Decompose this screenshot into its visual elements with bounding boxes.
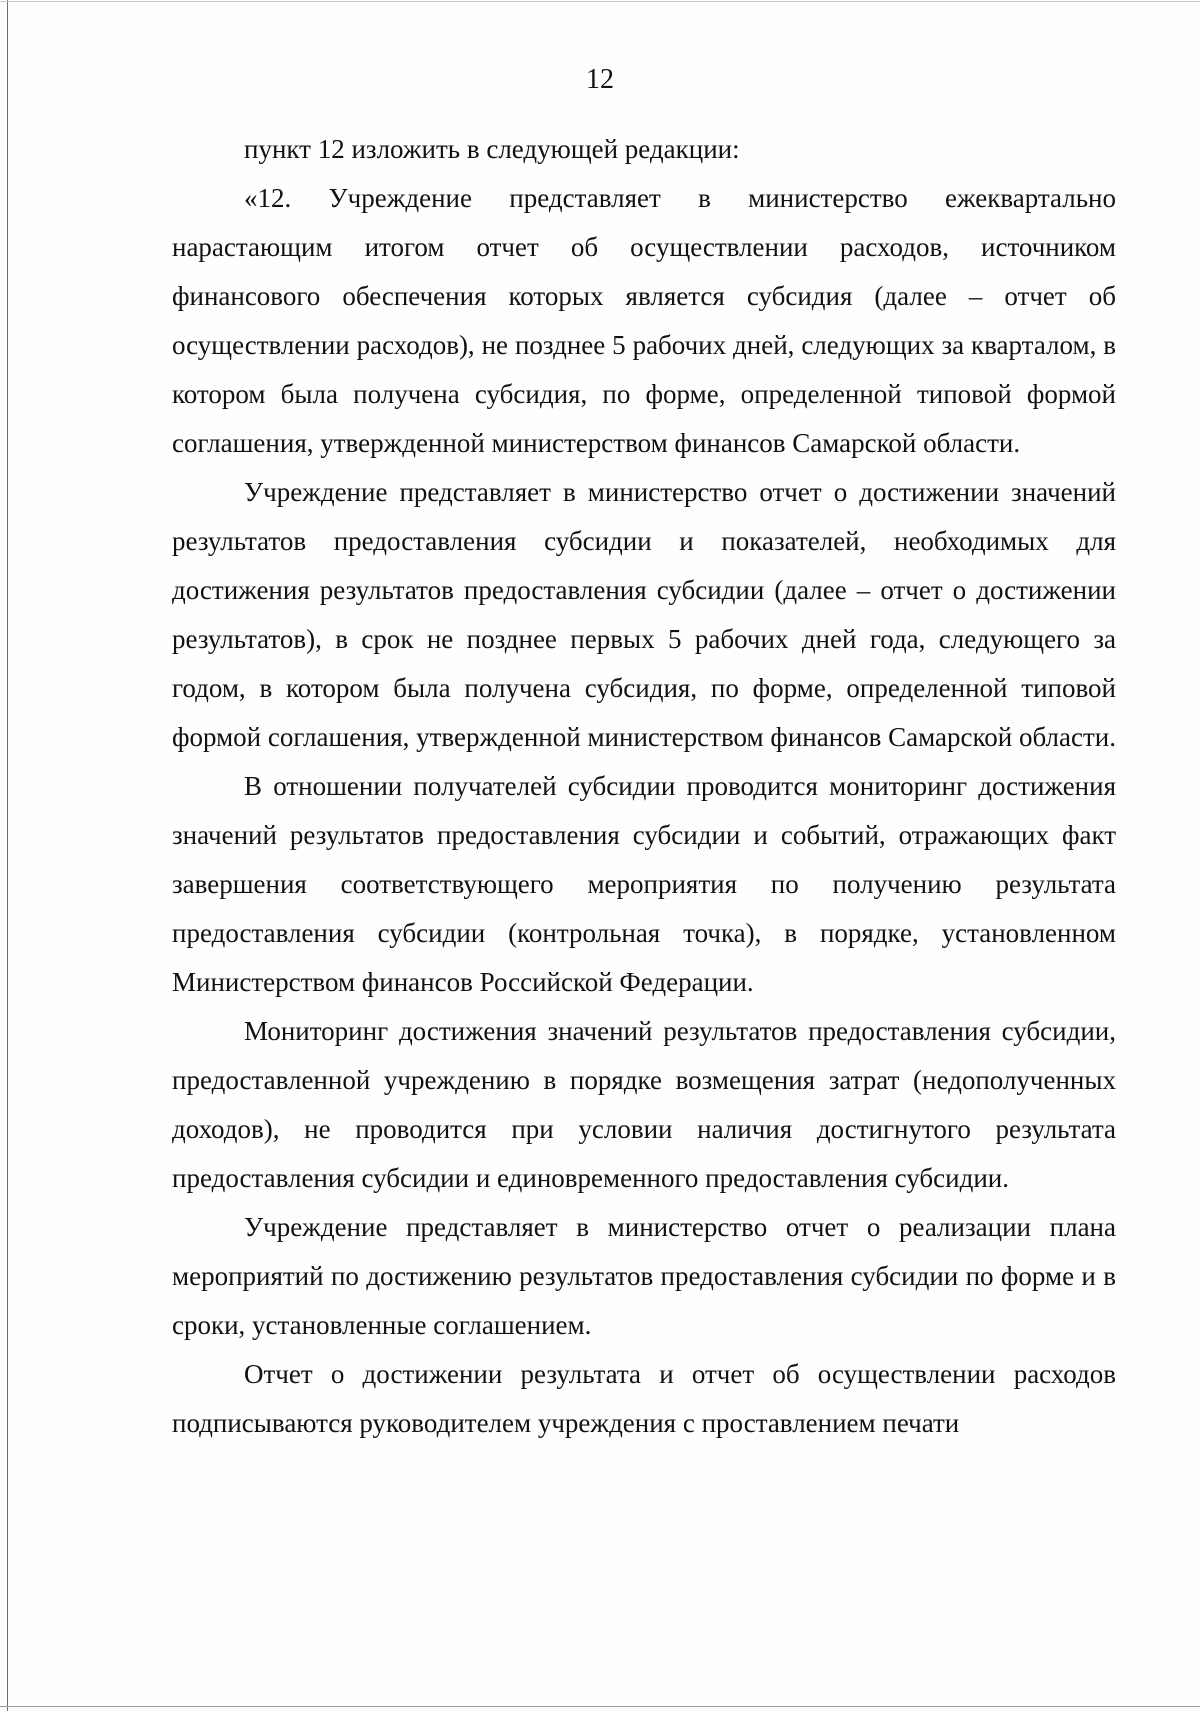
document-body [172, 125, 1116, 1448]
paragraph-item-12: «12. Учреждение представляет в министерство ежеквартально нарастающим итогом отчет об осуществлении расходов, источником финансового обеспечения которых является субсидия (далее – отчет об осуществлении расходов), не позднее 5 рабочих дней, следующих за кварталом, в котором была получена субсидия, по форме, определенной типовой формой соглашения, утвержденной министерством финансов Самарской области. [172, 183, 1116, 458]
scan-top-edge [0, 1, 1200, 2]
scan-left-edge [7, 0, 8, 1711]
paragraph-monitoring: В отношении получателей субсидии проводится мониторинг достижения значений результатов предоставления субсидии и событий, отражающих факт завершения соответствующего мероприятия по получению результата предоставления субсидии (контрольная точка), в порядке, установленном Министерством финансов Российской Федерации. [172, 771, 1116, 997]
paragraph-monitoring-exception: Мониторинг достижения значений результатов предоставления субсидии, предоставленной учреждению в порядке возмещения затрат (недополученных доходов), не проводится при условии наличия достигнутого результата предоставления субсидии и единовременного предоставления субсидии. [172, 1016, 1116, 1193]
page-number: 12 [586, 64, 614, 95]
paragraph-intro: пункт 12 изложить в следующей редакции: [244, 134, 740, 164]
paragraph-plan-report: Учреждение представляет в министерство отчет о реализации плана мероприятий по достижению результатов предоставления субсидии по форме и в сроки, установленные соглашением. [172, 1212, 1116, 1340]
paragraph-signature: Отчет о достижении результата и отчет об осуществлении расходов подписываются руководителем учреждения с проставлением печати [172, 1359, 1116, 1438]
scan-bottom-edge [0, 1706, 1200, 1707]
paragraph-results-report: Учреждение представляет в министерство отчет о достижении значений результатов предоставления субсидии и показателей, необходимых для достижения результатов предоставления субсидии (далее – отчет о достижении результатов), в срок не позднее первых 5 рабочих дней года, следующего за годом, в котором была получена субсидия, по форме, определенной типовой формой соглашения, утвержденной министерством финансов Самарской области. [172, 477, 1116, 752]
